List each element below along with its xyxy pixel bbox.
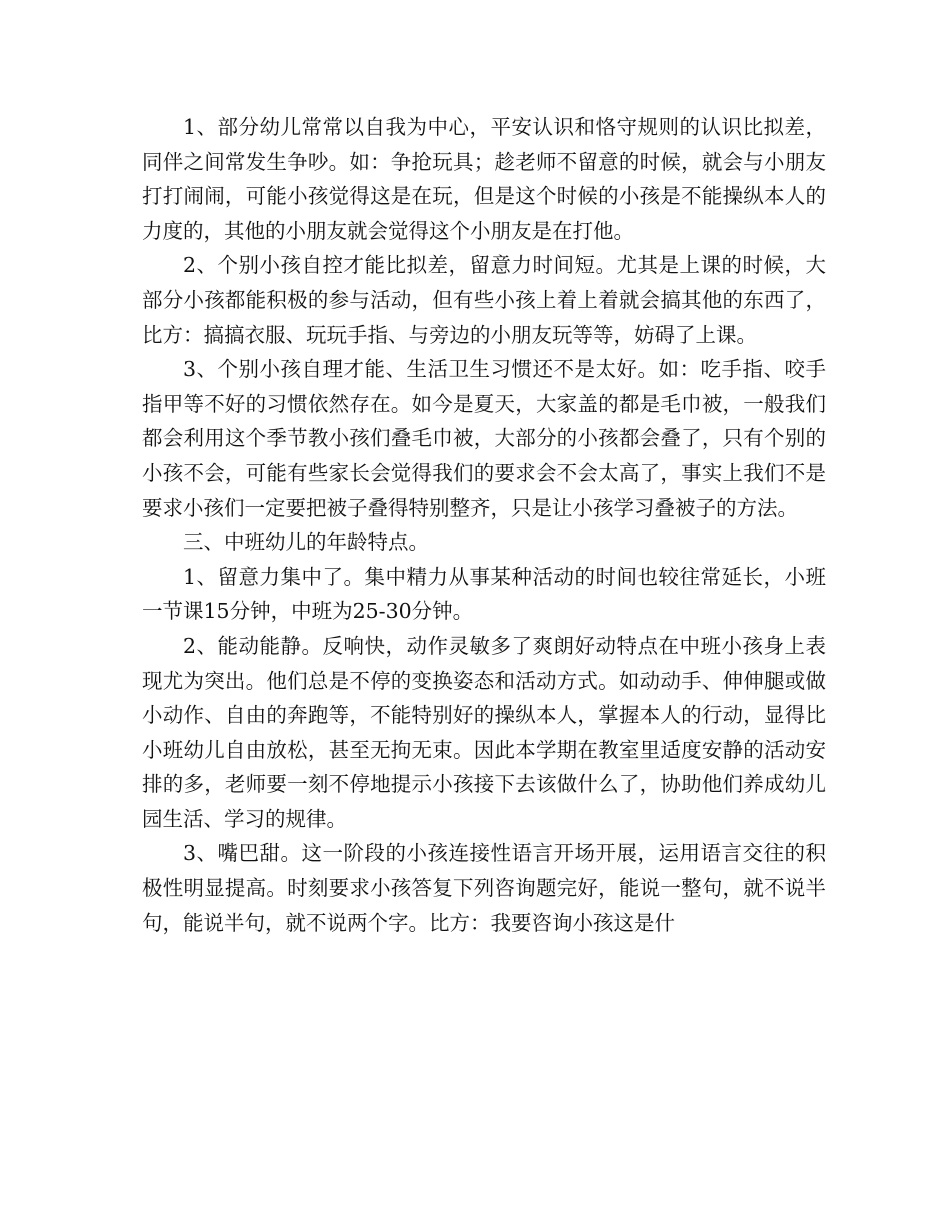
document-page (142, 110, 826, 940)
paragraph-4: 1、留意力集中了。集中精力从事某种活动的时间也较往常延长，小班一节课15分钟，中班为25-30分钟。 (142, 564, 826, 624)
paragraph-6: 3、嘴巴甜。这一阶段的小孩连接性语言开场开展，运用语言交往的积极性明显提高。时刻要求小孩答复下列咨询题完好，能说一整句，就不说半句，能说半句，就不说两个字。比方：我要咨询小孩这是什 (142, 841, 826, 935)
paragraph-2: 2、个别小孩自控才能比拟差，留意力时间短。尤其是上课的时候，大部分小孩都能积极的参与活动，但有些小孩上着上着就会搞其他的东西了，比方：搞搞衣服、玩玩手指、与旁边的小朋友玩等等，妨碍了上课。 (142, 253, 826, 347)
paragraph-3: 3、个别小孩自理才能、生活卫生习惯还不是太好。如：吃手指、咬手指甲等不好的习惯依然存在。如今是夏天，大家盖的都是毛巾被，一般我们都会利用这个季节教小孩们叠毛巾被，大部分的小孩都会叠了，只有个别的小孩不会，可能有些家长会觉得我们的要求会不会太高了，事实上我们不是要求小孩们一定要把被子叠得特别整齐，只是让小孩学习叠被子的方法。 (142, 357, 826, 520)
section-heading: 三、中班幼儿的年龄特点。 (183, 530, 429, 555)
paragraph-1: 1、部分幼儿常常以自我为中心，平安认识和恪守规则的认识比拟差，同伴之间常发生争吵。如：争抢玩具；趁老师不留意的时候，就会与小朋友打打闹闹，可能小孩觉得这是在玩，但是这个时候的小孩是不能操纵本人的力度的，其他的小朋友就会觉得这个小朋友是在打他。 (142, 115, 826, 243)
paragraph-5: 2、能动能静。反响快，动作灵敏多了爽朗好动特点在中班小孩身上表现尤为突出。他们总是不停的变换姿态和活动方式。如动动手、伸伸腿或做小动作、自由的奔跑等，不能特别好的操纵本人，掌握本人的行动，显得比小班幼儿自由放松，甚至无拘无束。因此本学期在教室里适度安静的活动安排的多，老师要一刻不停地提示小孩接下去该做什么了，协助他们养成幼儿园生活、学习的规律。 (142, 633, 826, 831)
